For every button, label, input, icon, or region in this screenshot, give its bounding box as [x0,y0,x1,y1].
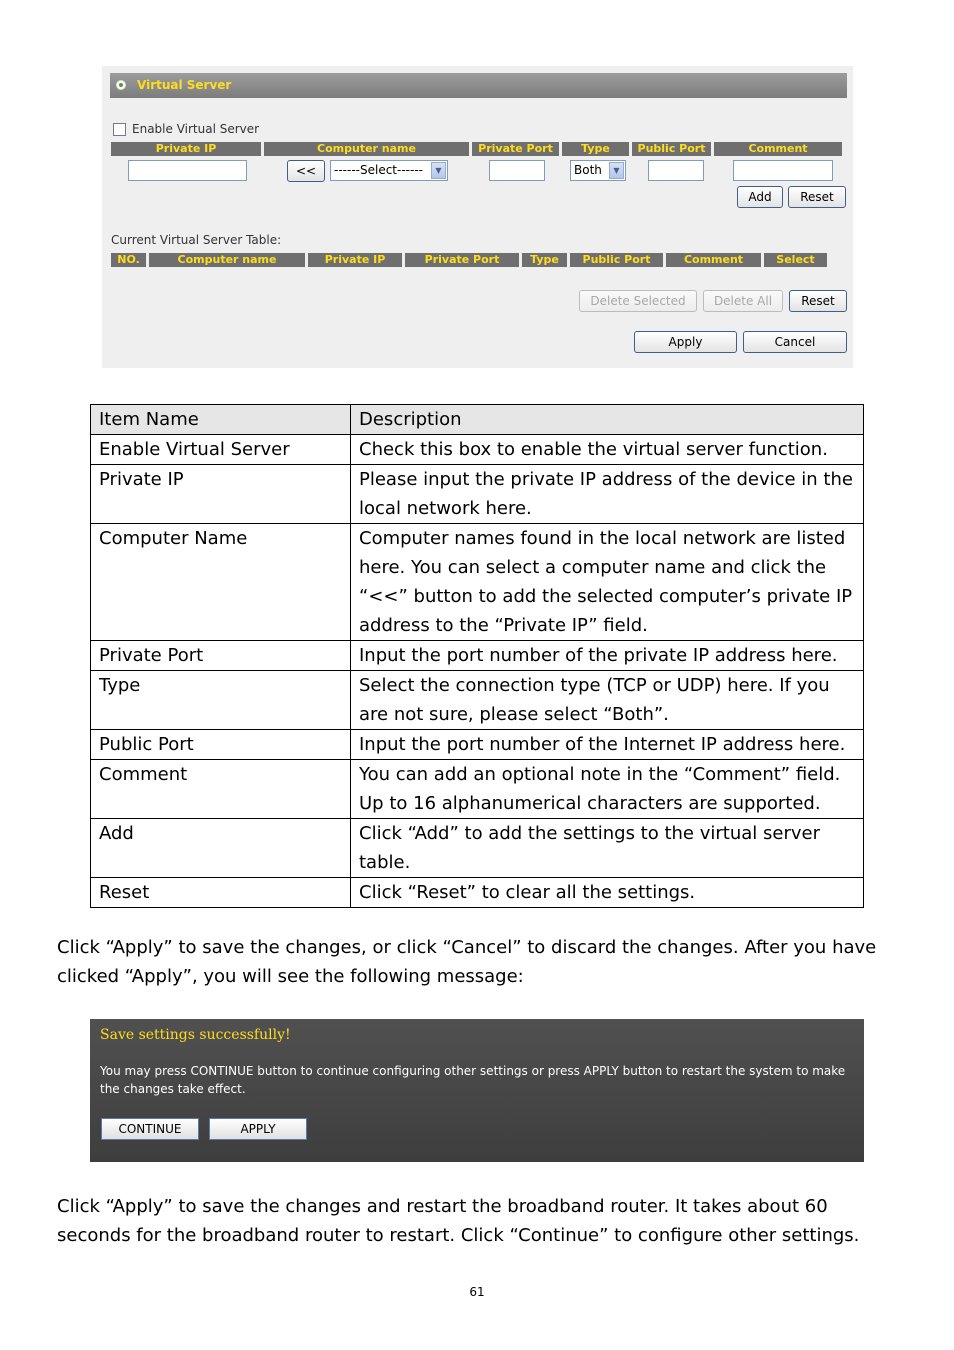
item-name-header: Item Name [91,405,351,435]
item-name-cell: Type [91,671,351,730]
apply-button[interactable]: Apply [634,331,737,353]
item-description-table [90,404,864,908]
table-header-row [91,405,864,435]
enable-virtual-server-row [113,122,259,136]
save-settings-screenshot [90,1019,864,1162]
item-name-cell: Comment [91,760,351,819]
item-name-cell: Private IP [91,465,351,524]
input-header-row [111,142,842,156]
header-private-ip: Private IP [308,253,402,267]
header-select: Select [764,253,827,267]
description-cell: Click “Reset” to clear all the settings. [351,878,864,908]
description-header: Description [351,405,864,435]
save-apply-button[interactable]: APPLY [209,1118,307,1140]
public-port-input[interactable] [648,160,704,181]
virtual-server-screenshot [102,66,853,368]
type-select[interactable] [570,160,626,181]
header-no: NO. [111,253,146,267]
header-type: Type [562,142,629,156]
delete-selected-button[interactable]: Delete Selected [579,290,697,312]
save-settings-message: You may press CONTINUE button to continue configuring other settings or press APPLY button to restart the system to make the changes take effect. [100,1064,846,1096]
enable-virtual-server-checkbox[interactable] [113,123,126,136]
table-row [91,641,864,671]
page-number: 61 [469,1285,485,1299]
description-cell: Select the connection type (TCP or UDP) here. If you are not sure, please select “Both”. [351,671,864,730]
apply-instructions-paragraph: Click “Apply” to save the changes, or click “Cancel” to discard the changes. After you have clicked “Apply”, you will see the following message: [57,937,877,987]
item-name-cell: Add [91,819,351,878]
item-name-cell: Private Port [91,641,351,671]
item-name-cell: Enable Virtual Server [91,435,351,465]
cancel-button[interactable]: Cancel [743,331,847,353]
header-private-port: Private Port [472,142,559,156]
restart-instructions-paragraph: Click “Apply” to save the changes and restart the broadband router. It takes about 60 seconds for the broadband router to restart. Click “Continue” to configure other settings. [57,1196,860,1246]
description-cell: Input the port number of the Internet IP address here. [351,730,864,760]
table-row [91,760,864,819]
header-type: Type [522,253,567,267]
header-private-port: Private Port [405,253,519,267]
table-row [91,524,864,641]
item-name-cell: Computer Name [91,524,351,641]
private-port-input[interactable] [489,160,545,181]
description-cell: You can add an optional note in the “Comment” field. Up to 16 alphanumerical characters are supported. [351,760,864,819]
description-cell: Please input the private IP address of the device in the local network here. [351,465,864,524]
header-comment: Comment [666,253,761,267]
save-settings-title: Save settings successfully! [100,1027,291,1043]
description-cell: Computer names found in the local network are listed here. You can select a computer name and click the “<<” button to add the selected computer’s private IP address to the “Private IP” field. [351,524,864,641]
comment-input[interactable] [733,160,833,181]
header-public-port: Public Port [570,253,663,267]
item-name-cell: Reset [91,878,351,908]
header-private-ip: Private IP [111,142,261,156]
table-row [91,465,864,524]
table-row [91,671,864,730]
computer-name-select-value: ------Select------ [334,163,423,177]
type-select-value: Both [574,163,602,177]
computer-name-select[interactable] [330,160,448,181]
virtual-server-title: Virtual Server [137,78,232,92]
reset-button[interactable]: Reset [788,186,846,208]
copy-computer-ip-button[interactable]: << [287,160,325,182]
delete-all-button[interactable]: Delete All [703,290,783,312]
current-table-label: Current Virtual Server Table: [111,233,282,247]
chevron-down-icon: ▼ [609,162,624,179]
chevron-down-icon: ▼ [431,162,446,179]
table-row [91,730,864,760]
header-computer-name: Computer name [149,253,305,267]
item-name-cell: Public Port [91,730,351,760]
enable-virtual-server-label: Enable Virtual Server [132,122,260,136]
description-cell: Check this box to enable the virtual server function. [351,435,864,465]
header-public-port: Public Port [632,142,711,156]
table-row [91,878,864,908]
description-cell: Click “Add” to add the settings to the virtual server table. [351,819,864,878]
header-comment: Comment [714,142,842,156]
private-ip-input[interactable] [128,160,247,181]
add-button[interactable]: Add [737,186,783,208]
virtual-server-header [110,73,847,98]
table-row [91,435,864,465]
table-row [91,819,864,878]
header-computer-name: Computer name [264,142,469,156]
table-reset-button[interactable]: Reset [789,290,847,312]
bullet-icon [116,80,126,90]
current-table-header-row [111,253,827,267]
description-cell: Input the port number of the private IP address here. [351,641,864,671]
continue-button[interactable]: CONTINUE [101,1118,199,1140]
